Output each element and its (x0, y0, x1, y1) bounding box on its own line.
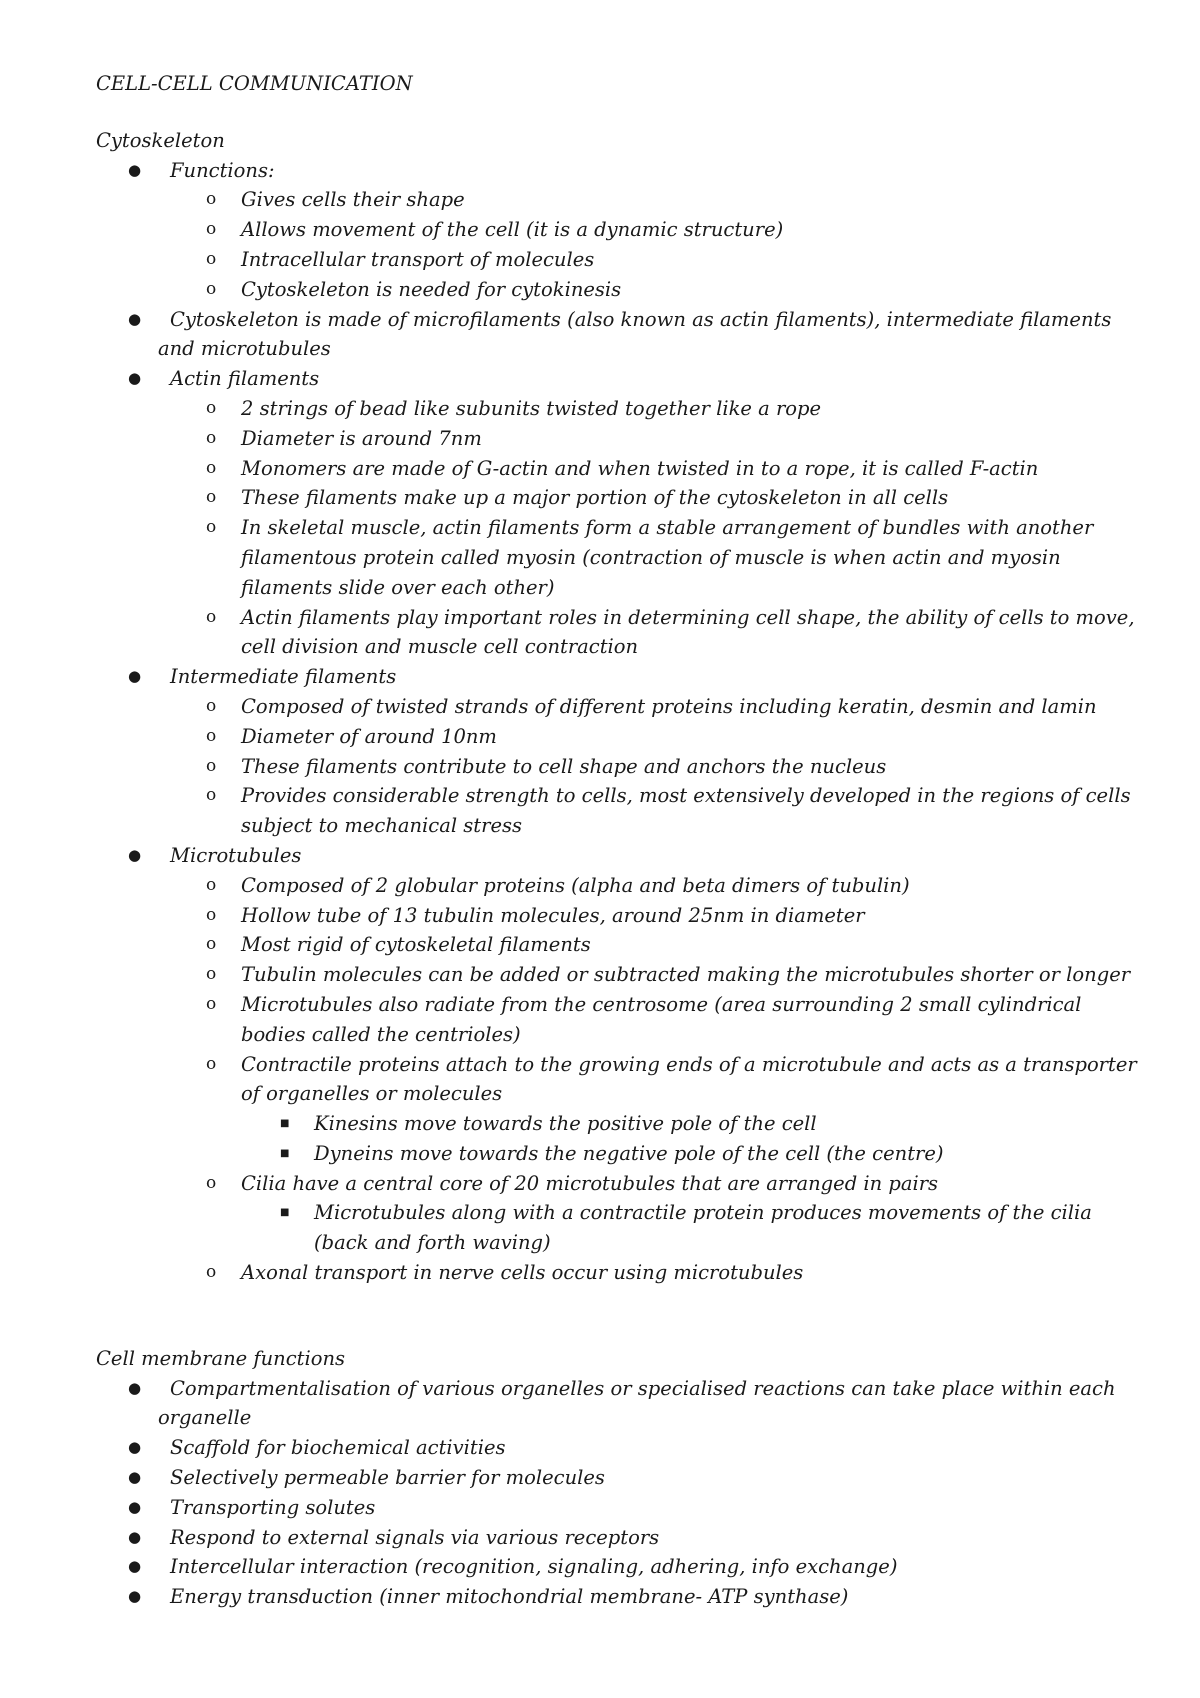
circle-bullet-icon: o (206, 427, 217, 448)
page-title: CELL-CELL COMMUNICATION (96, 72, 413, 95)
list-item-level-1 (96, 305, 1140, 365)
list-item-level-2 (96, 692, 1140, 722)
dot-bullet-icon: ● (128, 1587, 142, 1606)
list-item-text: Intercellular interaction (recognition, signaling, adhering, info exchange) (170, 1555, 898, 1579)
list-item-level-2 (96, 990, 1140, 1050)
list-item-text: Diameter of around 10nm (241, 724, 497, 748)
list-item-level-1 (96, 1493, 1140, 1523)
dot-bullet-icon: ● (128, 369, 142, 388)
list-item-text: These filaments contribute to cell shape and anchors the nucleus (241, 754, 887, 778)
list-item-text: Dyneins move towards the negative pole of the cell (the centre) (314, 1141, 944, 1165)
list-item-text: Cilia have a central core of 20 microtubules that are arranged in pairs (241, 1171, 939, 1195)
circle-bullet-icon: o (206, 219, 217, 240)
list-item-level-2 (96, 1258, 1140, 1288)
list-item-text: Intermediate filaments (170, 665, 397, 689)
bullet-list (96, 1374, 1140, 1612)
circle-bullet-icon: o (206, 695, 217, 716)
list-item-text: Microtubules along with a contractile protein produces movements of the cilia (back and forth waving) (314, 1201, 1092, 1255)
list-item-text: Gives cells their shape (241, 188, 465, 212)
dot-bullet-icon: ● (128, 160, 142, 179)
document-body (96, 126, 1140, 1612)
dot-bullet-icon: ● (128, 1557, 142, 1576)
circle-bullet-icon: o (206, 874, 217, 895)
list-item-text: Allows movement of the cell (it is a dynamic structure) (241, 218, 784, 242)
list-item-level-2 (96, 483, 1140, 513)
list-item-level-1 (96, 841, 1140, 871)
list-item-text: Microtubules also radiate from the centrosome (area surrounding 2 small cylindrical bodies called the centrioles) (241, 992, 1082, 1046)
section-heading: Cell membrane functions (96, 1346, 346, 1370)
dot-bullet-icon: ● (128, 1497, 142, 1516)
list-item-level-2 (96, 603, 1140, 663)
circle-bullet-icon: o (206, 248, 217, 269)
list-item-level-1 (96, 1374, 1140, 1434)
list-item-text: Actin filaments play important roles in determining cell shape, the ability of cells to move, cell division and muscle cell contraction (241, 605, 1135, 659)
list-item-level-2 (96, 275, 1140, 305)
square-bullet-icon: ■ (280, 1147, 290, 1159)
list-item-level-2 (96, 781, 1140, 841)
list-item-level-2 (96, 185, 1140, 215)
list-item-text: Composed of 2 globular proteins (alpha and beta dimers of tubulin) (241, 873, 910, 897)
circle-bullet-icon: o (206, 517, 217, 538)
list-item-level-1 (96, 1433, 1140, 1463)
list-item-level-2 (96, 901, 1140, 931)
list-item-text: Most rigid of cytoskeletal filaments (241, 933, 591, 957)
circle-bullet-icon: o (206, 934, 217, 955)
circle-bullet-icon: o (206, 606, 217, 627)
list-item-level-1 (96, 1552, 1140, 1582)
circle-bullet-icon: o (206, 755, 217, 776)
list-item-level-2 (96, 245, 1140, 275)
list-item-text: Cytoskeleton is needed for cytokinesis (241, 277, 622, 301)
bullet-list (96, 156, 1140, 1288)
list-item-level-1 (96, 156, 1140, 186)
list-item-text: Intracellular transport of molecules (241, 247, 595, 271)
list-item-level-2 (96, 454, 1140, 484)
list-item-text: Tubulin molecules can be added or subtracted making the microtubules shorter or longer (241, 963, 1131, 987)
list-item-text: Compartmentalisation of various organelles or specialised reactions can take place within each organelle (158, 1376, 1116, 1430)
list-item-text: Microtubules (170, 843, 302, 867)
dot-bullet-icon: ● (128, 667, 142, 686)
list-item-level-1 (96, 1582, 1140, 1612)
list-item-level-3 (96, 1198, 1140, 1258)
list-item-level-2 (96, 930, 1140, 960)
list-item-text: Kinesins move towards the positive pole of the cell (314, 1112, 817, 1136)
list-item-text: Monomers are made of G-actin and when twisted in to a rope, it is called F-actin (241, 456, 1039, 480)
list-item-text: Axonal transport in nerve cells occur using microtubules (241, 1261, 804, 1285)
list-item-text: Hollow tube of 13 tubulin molecules, around 25nm in diameter (241, 903, 865, 927)
list-item-level-2 (96, 1169, 1140, 1199)
list-item-level-3 (96, 1139, 1140, 1169)
list-item-level-2 (96, 752, 1140, 782)
dot-bullet-icon: ● (128, 1527, 142, 1546)
circle-bullet-icon: o (206, 278, 217, 299)
list-item-text: Composed of twisted strands of different proteins including keratin, desmin and lamin (241, 694, 1097, 718)
list-item-level-2 (96, 1050, 1140, 1110)
list-item-text: Provides considerable strength to cells, most extensively developed in the regions of cells subject to mechanical stress (241, 784, 1131, 838)
list-item-text: Actin filaments (170, 367, 320, 391)
list-item-text: Selectively permeable barrier for molecules (170, 1466, 605, 1490)
dot-bullet-icon: ● (128, 1378, 142, 1397)
circle-bullet-icon: o (206, 397, 217, 418)
circle-bullet-icon: o (206, 1262, 217, 1283)
section (96, 1344, 1140, 1612)
list-item-level-2 (96, 424, 1140, 454)
list-item-level-2 (96, 871, 1140, 901)
list-item-level-1 (96, 1523, 1140, 1553)
circle-bullet-icon: o (206, 487, 217, 508)
dot-bullet-icon: ● (128, 1438, 142, 1457)
list-item-text: These filaments make up a major portion of the cytoskeleton in all cells (241, 486, 949, 510)
circle-bullet-icon: o (206, 785, 217, 806)
list-item-level-2 (96, 722, 1140, 752)
circle-bullet-icon: o (206, 457, 217, 478)
list-item-text: Contractile proteins attach to the growing ends of a microtubule and acts as a transporter of organelles or molecules (241, 1052, 1137, 1106)
circle-bullet-icon: o (206, 1172, 217, 1193)
list-item-text: Functions: (170, 158, 275, 182)
list-item-text: Respond to external signals via various receptors (170, 1525, 660, 1549)
list-item-text: Transporting solutes (170, 1495, 376, 1519)
list-item-level-2 (96, 215, 1140, 245)
circle-bullet-icon: o (206, 993, 217, 1014)
list-item-level-2 (96, 513, 1140, 602)
dot-bullet-icon: ● (128, 845, 142, 864)
section-heading: Cytoskeleton (96, 128, 225, 152)
dot-bullet-icon: ● (128, 309, 142, 328)
circle-bullet-icon: o (206, 964, 217, 985)
list-item-level-1 (96, 1463, 1140, 1493)
section (96, 126, 1140, 1288)
dot-bullet-icon: ● (128, 1468, 142, 1487)
list-item-level-2 (96, 394, 1140, 424)
list-item-text: Cytoskeleton is made of microfilaments (also known as actin filaments), intermediate filaments and microtubules (158, 307, 1112, 361)
list-item-text: Scaffold for biochemical activities (170, 1436, 506, 1460)
square-bullet-icon: ■ (280, 1118, 290, 1130)
list-item-text: Diameter is around 7nm (241, 426, 482, 450)
circle-bullet-icon: o (206, 904, 217, 925)
circle-bullet-icon: o (206, 1053, 217, 1074)
list-item-text: 2 strings of bead like subunits twisted together like a rope (241, 396, 822, 420)
circle-bullet-icon: o (206, 725, 217, 746)
list-item-level-1 (96, 364, 1140, 394)
list-item-level-1 (96, 662, 1140, 692)
list-item-level-2 (96, 960, 1140, 990)
circle-bullet-icon: o (206, 189, 217, 210)
list-item-level-3 (96, 1109, 1140, 1139)
square-bullet-icon: ■ (280, 1207, 290, 1219)
list-item-text: Energy transduction (inner mitochondrial membrane- ATP synthase) (170, 1585, 849, 1609)
list-item-text: In skeletal muscle, actin filaments form a stable arrangement of bundles with another filamentous protein called myosin (contraction of muscle is when actin and myosin filaments slide over each other) (241, 516, 1094, 599)
